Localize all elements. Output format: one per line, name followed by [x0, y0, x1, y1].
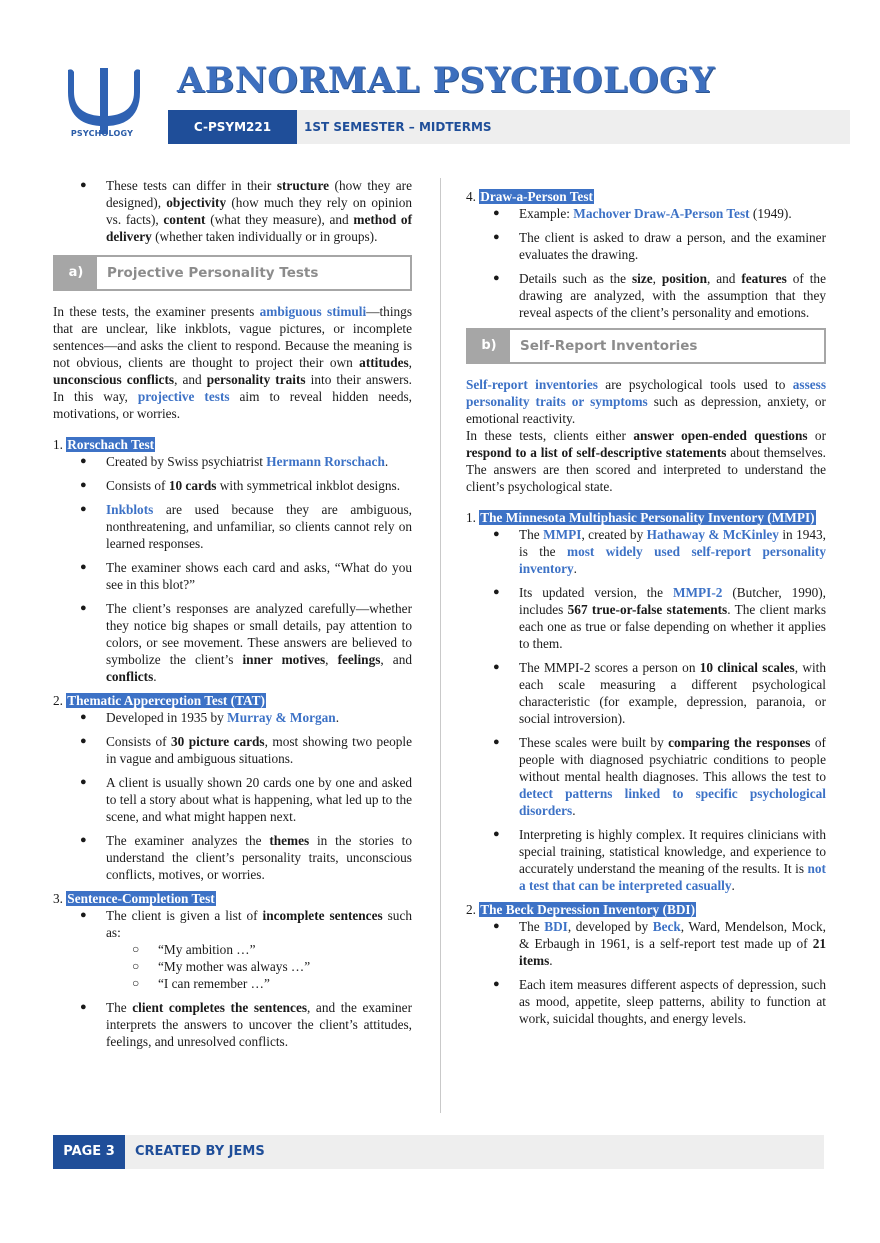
heading-sct: 3. Sentence-Completion Test [53, 891, 215, 906]
page-title: ABNORMAL PSYCHOLOGY [177, 60, 715, 101]
list-item: ● Details such as the size, position, and features of the drawing are analyzed, with the assumption that they reveal aspects of the client’s personality and emotions. [466, 270, 826, 321]
semester-label: 1ST SEMESTER – MIDTERMS [304, 120, 492, 134]
list-item: ● A client is usually shown 20 cards one by one and asked to tell a story about what is happening, what led up to the scene, and what might happen next. [53, 774, 412, 825]
list-item: ● These scales were built by comparing the responses of people with diagnosed psychiatric conditions to people without mental health diagnoses. This allows the test to detect patterns linked to specific psychological disorders. [466, 734, 826, 819]
list-item: ● The MMPI-2 scores a person on 10 clinical scales, with each scale measuring a different psychological characteristic (for example, depression, paranoia, or social introversion). [466, 659, 826, 727]
heading-mmpi: 1. The Minnesota Multiphasic Personality Inventory (MMPI) [466, 510, 815, 525]
rorschach-list [53, 453, 412, 685]
list-item: ● Consists of 10 cards with symmetrical inkblot designs. [53, 477, 412, 494]
list-item: ● Example: Machover Draw-A-Person Test (1949). [466, 205, 826, 222]
bdi-list [466, 918, 826, 1027]
logo-caption: PSYCHOLOGY [70, 129, 134, 138]
course-code: C-PSYM221 [168, 110, 297, 144]
list-item: ● Developed in 1935 by Murray & Morgan. [53, 709, 412, 726]
paragraph: In these tests, clients either answer open-ended questions or respond to a list of self-descriptive statements about themselves. The answers are then scored and interpreted to understand the client’s psychological state. [466, 428, 826, 494]
list-item: ● The client is given a list of incomplete sentences such as: ○ “My ambition …” ○ “My mother was always …” ○ “I can remember …” [53, 907, 412, 992]
list-item: ● These tests can differ in their structure (how they are designed), objectivity (how much they rely on opinion vs. facts), content (what they measure), and method of delivery (whether taken individually or in groups). [53, 177, 412, 245]
list-item: ● Each item measures different aspects of depression, such as mood, appetite, sleep patterns, ability to function at work, suicidal thoughts, and energy levels. [466, 976, 826, 1027]
list-item: ● Interpreting is highly complex. It requires clinicians with special training, statistical knowledge, and experience to accurately understand the meaning of the results. It is not a test that can be interpreted casually. [466, 826, 826, 894]
list-item: ● The MMPI, created by Hathaway & McKinley in 1943, is the most widely used self-report personality inventory. [466, 526, 826, 577]
mmpi-list [466, 526, 826, 894]
tat-list [53, 709, 412, 883]
paragraph: Self-report inventories are psychological tools used to assess personality traits or symptoms such as depression, anxiety, or emotional reactivity. [466, 377, 826, 426]
list-item: ● The client’s responses are analyzed carefully—whether they notice big shapes or small details, pay attention to colors, or see movement. These answers are believed to symbolize the client’s inner motives, feelings, and conflicts. [53, 600, 412, 685]
list-item: ● Created by Swiss psychiatrist Hermann Rorschach. [53, 453, 412, 470]
list-item: ● Consists of 30 picture cards, most showing two people in vague and ambiguous situations. [53, 733, 412, 767]
heading-bdi: 2. The Beck Depression Inventory (BDI) [466, 902, 696, 917]
left-column [53, 177, 412, 1057]
heading-rorschach: 1. Rorschach Test [53, 437, 155, 452]
sct-list [53, 907, 412, 1050]
list-item: ○ “My mother was always …” [106, 958, 412, 975]
list-item: ● The examiner shows each card and asks, “What do you see in this blot?” [53, 559, 412, 593]
paragraph: In these tests, the examiner presents ambiguous stimuli—things that are unclear, like inkblots, vague pictures, or incomplete sentences—and asks the client to respond. Because the meaning is not obvious, clients are thought to project their own attitudes, unconscious conflicts, and personality traits into their answers. In this way, projective tests aim to reveal hidden needs, motivations, or worries. [53, 304, 412, 421]
section-label: b) [468, 330, 510, 362]
heading-tat: 2. Thematic Apperception Test (TAT) [53, 693, 265, 708]
dap-list [466, 205, 826, 321]
page-number: PAGE 3 [53, 1135, 125, 1169]
list-item: ● Inkblots are used because they are ambiguous, nonthreatening, and unfamiliar, so clients cannot rely on learned responses. [53, 501, 412, 552]
list-item: ● The client completes the sentences, and the examiner interprets the answers to uncover the client’s attitudes, feelings, and unresolved conflicts. [53, 999, 412, 1050]
created-by: CREATED BY JEMS [135, 1144, 265, 1159]
section-label: a) [55, 257, 97, 289]
example-list [106, 941, 412, 992]
section-title: Self-Report Inventories [520, 338, 698, 354]
list-item: ● The examiner analyzes the themes in the stories to understand the client’s personality traits, unconscious conflicts, motives, or worries. [53, 832, 412, 883]
list-item: ● The BDI, developed by Beck, Ward, Mendelson, Mock, & Erbaugh in 1961, is a self-report test made up of 21 items. [466, 918, 826, 969]
right-column [466, 188, 826, 1034]
heading-dap: 4. Draw-a-Person Test [466, 189, 593, 204]
column-divider [440, 178, 441, 1113]
list-item: ● Its updated version, the MMPI-2 (Butcher, 1990), includes 567 true-or-false statements. The client marks each one as true or false depending on whether it applies to them. [466, 584, 826, 652]
section-heading-a [53, 255, 412, 291]
list-item: ○ “My ambition …” [106, 941, 412, 958]
section-title: Projective Personality Tests [107, 265, 319, 281]
list-item: ○ “I can remember …” [106, 975, 412, 992]
list-item: ● The client is asked to draw a person, and the examiner evaluates the drawing. [466, 229, 826, 263]
intro-list [53, 177, 412, 245]
section-heading-b [466, 328, 826, 364]
